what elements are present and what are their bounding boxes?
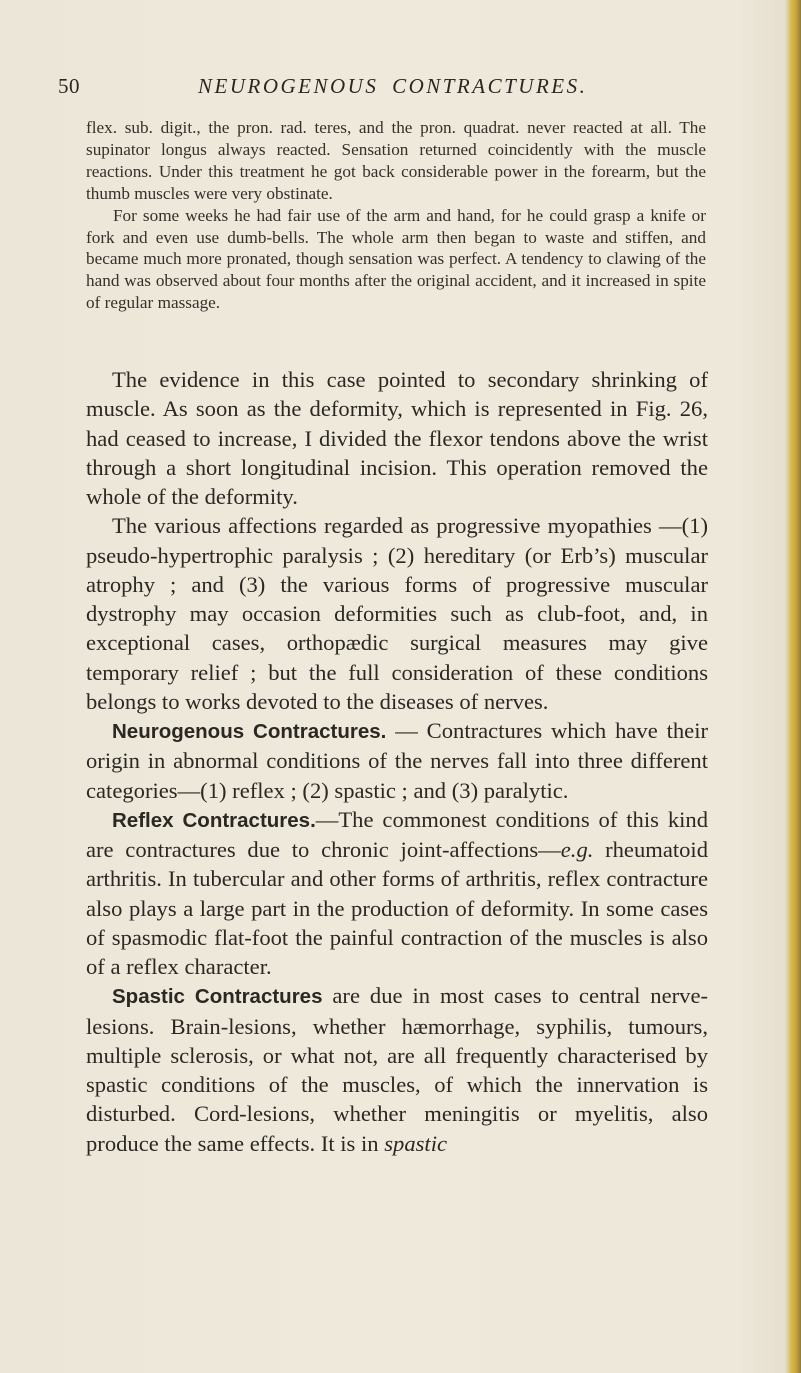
paragraph-myopathies: The various affections regarded as progressive myopathies —(1) pseudo-hypertrophic paralysis ; (2) hereditary (or Erb’s) muscular atrophy ; and (3) the various forms of progressive muscular dystrophy may occasion deformities such as club-foot, and, in exceptional cases, orthopædic surgical measures may give temporary relief ; but the full consideration of these conditions belongs to works devoted to the diseases of nerves.	[86, 513, 708, 714]
paragraph-reflex	[86, 805, 708, 982]
paragraph-spastic	[86, 981, 708, 1158]
heading-reflex-contractures: Reflex Contractures.	[112, 808, 316, 832]
page-number: 50	[58, 74, 80, 98]
main-text	[86, 365, 708, 1158]
case-paragraph-1: flex. sub. digit., the pron. rad. teres, and the pron. quadrat. never reacted at all. The supinator longus always reacted. Sensation returned coincidently with the muscle reactions. Under this treatment he got back considerable power in the forearm, but the thumb muscles were very obstinate.	[86, 118, 706, 203]
spastic-italic: spastic	[384, 1130, 447, 1156]
case-report-text	[86, 117, 706, 314]
page-header	[58, 74, 648, 104]
page-edge-shadow	[785, 0, 801, 1373]
spastic-body: are due in most cases to central nerve-lesions. Brain-lesions, whether hæmorrhage, syphilis, tumours, multiple sclerosis, or what not, are all frequently characterised by spastic conditions of the muscles, of which the innervation is disturbed. Cord-lesions, whether meningitis or myelitis, also produce the same effects. It is in	[86, 983, 708, 1156]
reflex-body-b: rheumatoid arthritis. In tubercular and other forms of arthritis, reflex contracture also plays a large part in the production of deformity. In some cases of spasmodic flat-foot the painful contraction of the muscles is also of a reflex character.	[86, 837, 709, 979]
neurogenous-body: — Contractures which have their origin in abnormal conditions of the nerves fall into three different categories—(1) reflex ; (2) spastic ; and (3) paralytic.	[86, 718, 708, 803]
running-head: NEUROGENOUS CONTRACTURES.	[198, 74, 588, 98]
heading-spastic-contractures: Spastic Contractures	[112, 985, 323, 1009]
case-paragraph-2: For some weeks he had fair use of the arm and hand, for he could grasp a knife or fork and even use dumb-bells. The whole arm then began to waste and stiffen, and became much more pronated, though sensation was perfect. A tendency to clawing of the hand was observed about four months after the original accident, and it increased in spite of regular massage.	[86, 205, 706, 313]
heading-neurogenous-contractures: Neurogenous Contractures.	[112, 720, 387, 743]
reflex-body-a: —The commonest conditions of this kind are contractures due to chronic joint-affections—	[86, 806, 708, 862]
reflex-eg: e.g.	[560, 837, 594, 862]
paragraph-neurogenous	[86, 716, 708, 805]
paragraph-evidence: The evidence in this case pointed to secondary shrinking of muscle. As soon as the deformity, which is represented in Fig. 26, had ceased to increase, I divided the flexor tendons above the wrist through a short longitudinal incision. This operation removed the whole of the deformity.	[86, 367, 708, 509]
